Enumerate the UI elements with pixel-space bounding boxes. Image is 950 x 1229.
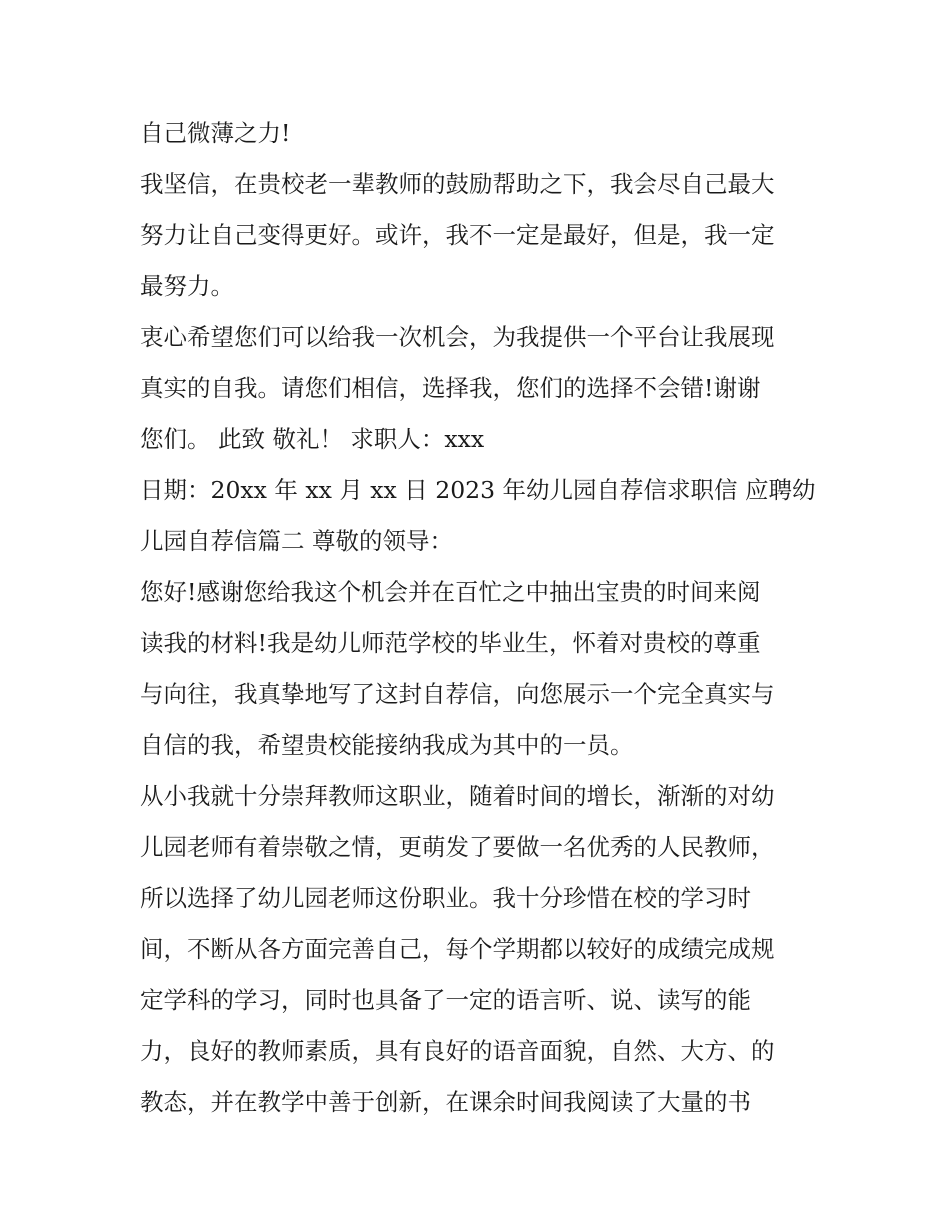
text-line: 力，良好的教师素质，具有良好的语音面貌，自然、大方、的 [140, 1037, 775, 1065]
text-line: 我坚信，在贵校老一辈教师的鼓励帮助之下，我会尽自己最大 [140, 170, 775, 198]
letter-body [140, 108, 820, 1128]
text-line: 定学科的学习，同时也具备了一定的语言听、说、读写的能 [140, 986, 751, 1014]
text-line: 所以选择了幼儿园老师这份职业。我十分珍惜在校的学习时 [140, 884, 751, 912]
text-line: 努力让自己变得更好。或许，我不一定是最好，但是，我一定 [140, 221, 775, 249]
text-line: 从小我就十分崇拜教师这职业，随着时间的增长，渐渐的对幼 [140, 782, 775, 810]
text-line: 真实的自我。请您们相信，选择我，您们的选择不会错!谢谢 [140, 374, 761, 402]
text-line: 日期：20xx 年 xx 月 xx 日 2023 年幼儿园自荐信求职信 应聘幼 [140, 476, 816, 504]
text-line: 您们。 此致 敬礼！ 求职人：xxx [140, 425, 485, 453]
text-line: 自己微薄之力! [140, 119, 291, 147]
text-line: 与向往，我真挚地写了这封自荐信，向您展示一个完全真实与 [140, 680, 775, 708]
text-line: 儿园老师有着崇敬之情，更萌发了要做一名优秀的人民教师， [140, 833, 775, 861]
text-line: 儿园自荐信篇二 尊敬的领导： [140, 527, 453, 555]
text-line: 教态，并在教学中善于创新，在课余时间我阅读了大量的书 [140, 1088, 751, 1116]
text-line: 间，不断从各方面完善自己，每个学期都以较好的成绩完成规 [140, 935, 775, 963]
text-line: 您好!感谢您给我这个机会并在百忙之中抽出宝贵的时间来阅 [140, 578, 761, 606]
text-line: 读我的材料!我是幼儿师范学校的毕业生，怀着对贵校的尊重 [140, 629, 761, 657]
text-line: 自信的我，希望贵校能接纳我成为其中的一员。 [140, 731, 634, 759]
text-line: 衷心希望您们可以给我一次机会，为我提供一个平台让我展现 [140, 323, 775, 351]
text-line: 最努力。 [140, 272, 234, 300]
